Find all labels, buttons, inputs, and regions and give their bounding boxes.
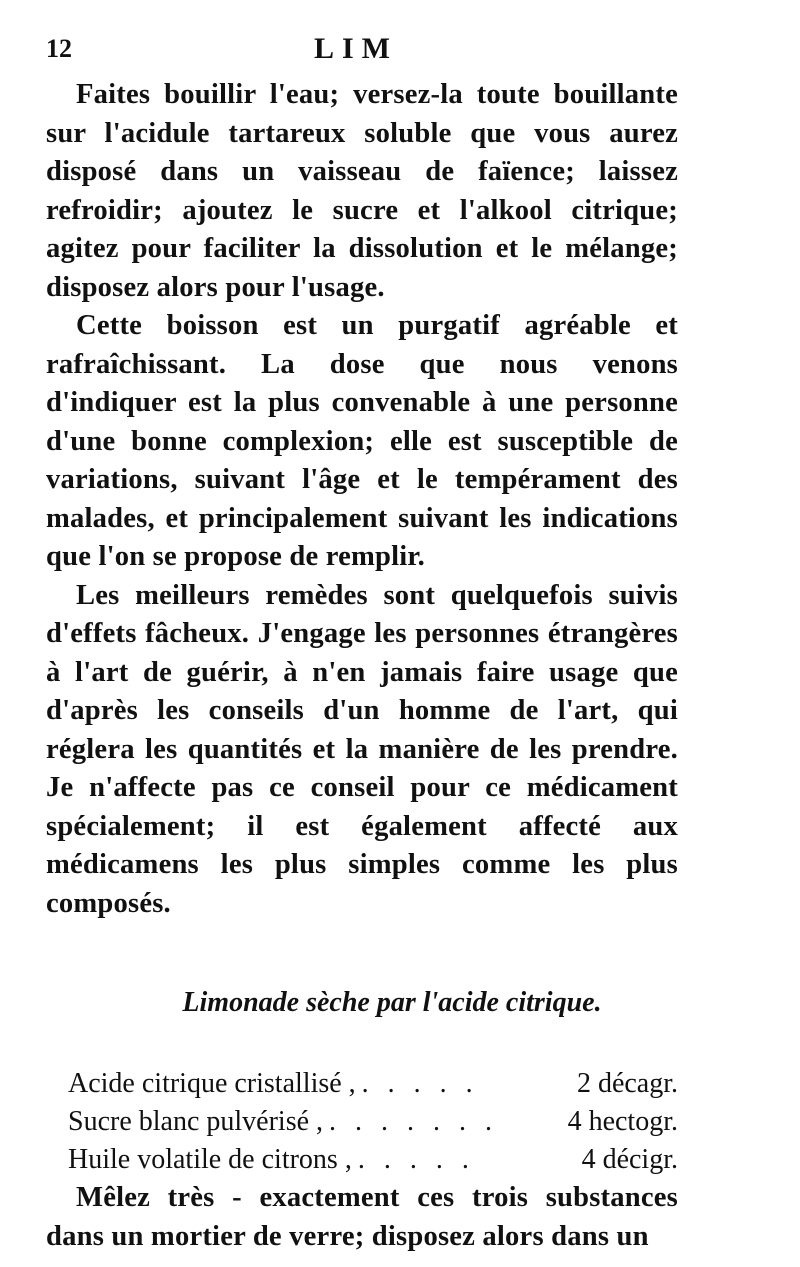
ingredient-quantity: 2 décagr. <box>576 1068 678 1099</box>
ingredient-quantity: 4 décigr. <box>581 1144 678 1175</box>
paragraph-mixing: Mêlez très - exactement ces trois substances dans un mortier de verre; disposez alors dans un <box>46 1182 678 1252</box>
ingredient-list <box>46 1065 678 1179</box>
recipe-title: Limonade sèche par l'acide citrique. <box>182 987 602 1018</box>
ingredient-quantity: 4 hectogr. <box>567 1106 678 1137</box>
page-header <box>46 30 678 76</box>
ingredient-name: Sucre blanc pulvérisé , <box>68 1106 324 1137</box>
book-page <box>46 30 678 1256</box>
ingredient-name: Acide citrique cristallisé , <box>68 1068 356 1099</box>
paragraph-dosage: Cette boisson est un purgatif agréable et rafraîchissant. La dose que nous venons d'indiquer est la plus convenable à une personne d'une bonne complexion; elle est susceptible de variations, suivant l'âge et le tempérament des malades, et principalement suivant les indications que l'on se propose de remplir. <box>46 310 678 572</box>
ingredient-row <box>46 1065 678 1103</box>
paragraph-warning: Les meilleurs remèdes sont quelquefois suivis d'effets fâcheux. J'engage les personnes étrangères à l'art de guérir, à n'en jamais faire usage que d'après les conseils d'un homme de l'art, qui réglera les quantités et la manière de les prendre. Je n'affecte pas ce conseil pour ce médicament spécialement; il est également affecté aux médicamens les plus simples comme les plus composés. <box>46 579 678 919</box>
leader-dots: . . . . . <box>357 1144 475 1175</box>
page-number: 12 <box>46 34 72 63</box>
leader-dots: . . . . . <box>361 1068 479 1099</box>
leader-dots: . . . . . . . <box>329 1106 499 1137</box>
paragraph-preparation: Faites bouillir l'eau; versez-la toute bouillante sur l'acidule tartareux soluble que vous aurez disposé dans un vaisseau de faïence; laissez refroidir; ajoutez le sucre et l'alkool citrique; agitez pour faciliter la dissolution et le mélange; disposez alors pour l'usage. <box>46 79 678 303</box>
running-head: LIM <box>314 32 398 65</box>
ingredient-name: Huile volatile de citrons , <box>68 1144 352 1175</box>
ingredient-row <box>46 1103 678 1141</box>
ingredient-row <box>46 1141 678 1179</box>
